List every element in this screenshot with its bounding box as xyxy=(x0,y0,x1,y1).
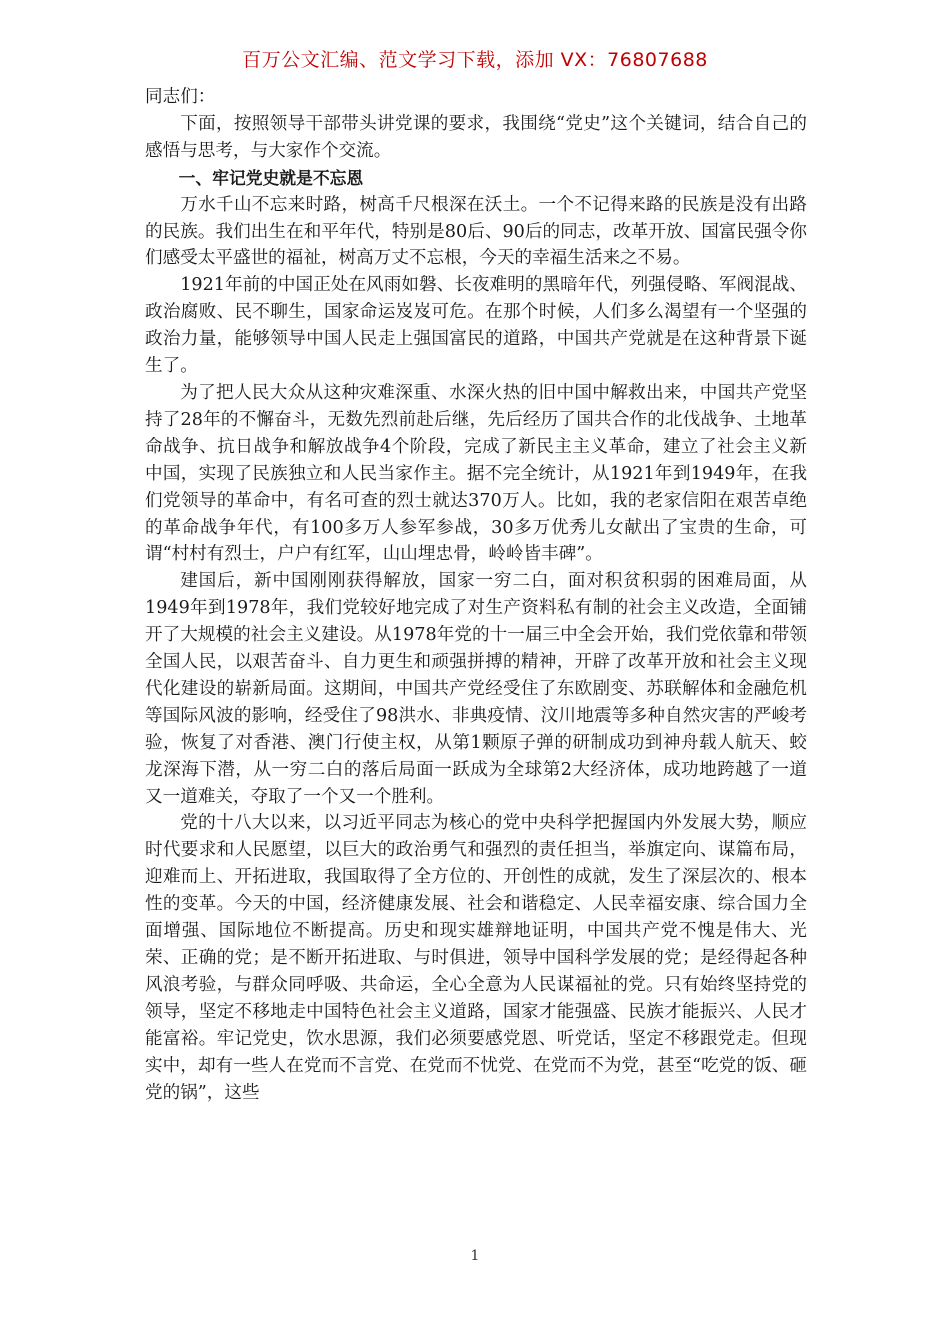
paragraph: 党的十八大以来，以习近平同志为核心的党中央科学把握国内外发展大势，顺应时代要求和人民愿望，以巨大的政治勇气和强烈的责任担当，举旗定向、谋篇布局，迎难而上、开拓进取，我国取得了全方位的、开创性的成就，发生了深层次的、根本性的变革。今天的中国，经济健康发展、社会和谐稳定、人民幸福安康、综合国力全面增强、国际地位不断提高。历史和现实雄辩地证明，中国共产党不愧是伟大、光荣、正确的党；是不断开拓进取、与时俱进，领导中国科学发展的党；是经得起各种风浪考验，与群众同呼吸、共命运，全心全意为人民谋福祉的党。只有始终坚持党的领导，坚定不移地走中国特色社会主义道路，国家才能强盛、民族才能振兴、人民才能富裕。牢记党史，饮水思源，我们必须要感党恩、听党话，坚定不移跟党走。但现实中，却有一些人在党而不言党、在党而不忧党、在党而不为党，甚至“吃党的饭、砸党的锅”，这些 xyxy=(145,813,807,1103)
paragraph: 万水千山不忘来时路，树高千尺根深在沃土。一个不记得来路的民族是没有出路的民族。我们出生在和平年代，特别是80后、90后的同志，改革开放、国富民强令你们感受太平盛世的福祉，树高万丈不忘根，今天的幸福生活来之不易。 xyxy=(145,194,807,269)
paragraph: 为了把人民大众从这种灾难深重、水深火热的旧中国中解救出来，中国共产党坚持了28年的不懈奋斗，无数先烈前赴后继，先后经历了国共合作的北伐战争、土地革命战争、抗日战争和解放战争4个阶段，完成了新民主主义革命，建立了社会主义新中国，实现了民族独立和人民当家作主。据不完全统计，从1921年到1949年，在我们党领导的革命中，有名可查的烈士就达370万人。比如，我的老家信阳在艰苦卓绝的革命战争年代，有100多万人参军参战，30多万优秀儿女献出了宝贵的生命，可谓“村村有烈士，户户有红军，山山埋忠骨，岭岭皆丰碑”。 xyxy=(145,382,807,565)
intro-paragraph: 下面，按照领导干部带头讲党课的要求，我围绕“党史”这个关键词，结合自己的感悟与思考，与大家作个交流。 xyxy=(145,113,807,161)
watermark-banner: 百万公文汇编、范文学习下载，添加 VX：76807688 xyxy=(242,49,708,71)
salutation: 同志们： xyxy=(145,87,216,107)
document-body xyxy=(145,84,807,1106)
section-heading: 一、牢记党史就是不忘恩 xyxy=(178,167,364,188)
paragraph: 1921年前的中国正处在风雨如磐、长夜难明的黑暗年代，列强侵略、军阀混战、政治腐败、民不聊生，国家命运岌岌可危。在那个时候，人们多么渴望有一个坚强的政治力量，能够领导中国人民走上强国富民的道路，中国共产党就是在这种背景下诞生了。 xyxy=(145,275,807,377)
paragraph: 建国后，新中国刚刚获得解放，国家一穷二白，面对积贫积弱的困难局面，从1949年到1978年，我们党较好地完成了对生产资料私有制的社会主义改造，全面铺开了大规模的社会主义建设。从1978年党的十一届三中全会开始，我们党依靠和带领全国人民，以艰苦奋斗、自力更生和顽强拼搏的精神，开辟了改革开放和社会主义现代化建设的崭新局面。这期间，中国共产党经受住了东欧剧变、苏联解体和金融危机等国际风波的影响，经受住了98洪水、非典疫情、汶川地震等多种自然灾害的严峻考验，恢复了对香港、澳门行使主权，从第1颗原子弹的研制成功到神舟载人航天、蛟龙深海下潜，从一穷二白的落后局面一跃成为全球第2大经济体，成功地跨越了一道又一道难关，夺取了一个又一个胜利。 xyxy=(145,571,807,807)
page-number: 1 xyxy=(470,1248,480,1264)
